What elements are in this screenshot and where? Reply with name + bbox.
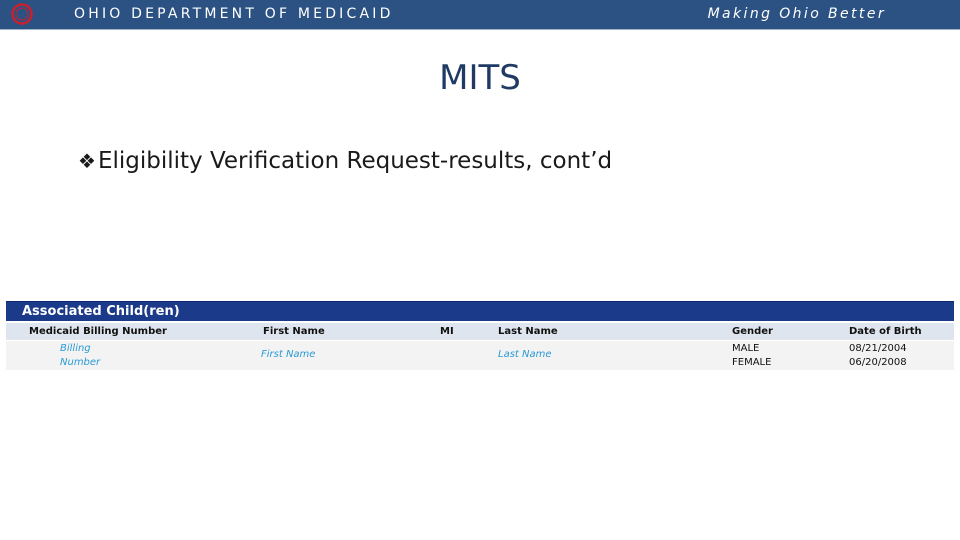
last-name-link[interactable]: Last Name	[498, 349, 552, 360]
ohio-seal-icon	[11, 3, 33, 25]
col-date-of-birth: Date of Birth	[849, 326, 922, 337]
first-name-link[interactable]: First Name	[261, 349, 316, 360]
dob-value-2: 06/20/2008	[849, 357, 907, 368]
gender-value-1: MALE	[732, 343, 760, 354]
tagline: Making Ohio Better	[707, 6, 886, 22]
column-header-row	[6, 323, 954, 340]
billing-number-link-line2[interactable]: Number	[60, 357, 101, 368]
header-bar	[0, 0, 960, 30]
billing-number-link-line1[interactable]: Billing	[60, 343, 91, 354]
gender-value-2: FEMALE	[732, 357, 772, 368]
col-billing-number: Medicaid Billing Number	[29, 326, 167, 337]
bullet-text: Eligibility Verification Request-results, cont’d	[97, 148, 613, 174]
department-name: OHIO DEPARTMENT OF MEDICAID	[74, 6, 394, 22]
diamond-bullet-icon: ❖	[78, 149, 96, 173]
slide-title: MITS	[439, 58, 521, 98]
col-gender: Gender	[732, 326, 773, 337]
col-mi: MI	[440, 326, 454, 337]
dob-value-1: 08/21/2004	[849, 343, 907, 354]
table-row	[6, 341, 954, 370]
associated-children-panel	[6, 301, 954, 370]
bullet-line	[78, 148, 612, 174]
panel-title: Associated Child(ren)	[6, 301, 954, 321]
col-last-name: Last Name	[498, 326, 558, 337]
col-first-name: First Name	[263, 326, 325, 337]
